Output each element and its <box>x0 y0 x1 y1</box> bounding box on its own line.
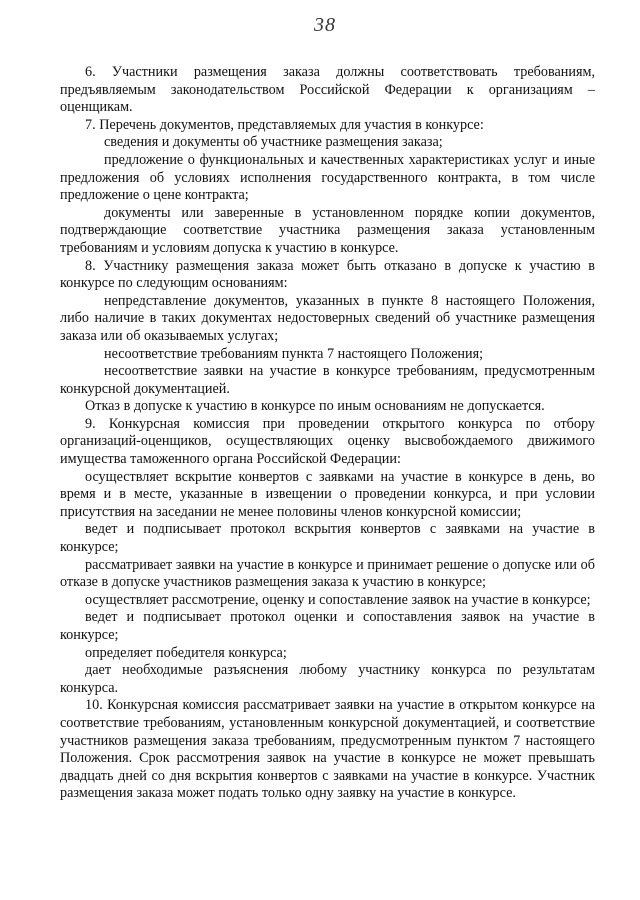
paragraph-9-item-5: ведет и подписывает протокол оценки и сопоставления заявок на участие в конкурсе; <box>60 609 595 643</box>
paragraph-9: 9. Конкурсная комиссия при проведении открытого конкурса по отбору организаций-оценщиков, осуществляющих оценку высвобождаемого движимого имущества таможенного органа Российской Федерации: <box>60 415 595 468</box>
paragraph-9-item-4: осуществляет рассмотрение, оценку и сопоставление заявок на участие в конкурсе; <box>85 591 591 608</box>
paragraph-10: 10. Конкурсная комиссия рассматривает заявки на участие в открытом конкурсе на соответствие требованиям, установленным конкурсной документацией, и соответствие участников размещения заказа требованиям, предусмотренным пунктом 7 настоящего Положения. Срок рассмотрения заявок на участие в конкурсе не может превышать двадцать дней со дня вскрытия конвертов с заявками на участие в конкурсе. Участник размещения заказа может подать только одну заявку на участие в конкурсе. <box>60 697 595 802</box>
paragraph-7-item-2: предложение о функциональных и качественных характеристиках услуг и иные предложения об условиях исполнения государственного контракта, в том числе предложение о цене контракта; <box>60 151 595 204</box>
paragraph-6: 6. Участники размещения заказа должны соответствовать требованиям, предъявляемым законодательством Российской Федерации к организациям – оценщикам. <box>60 64 595 116</box>
paragraph-7-item-3: документы или заверенные в установленном порядке копии документов, подтверждающие соответствие участника размещения заказа установленным требованиям и условиям допуска к участию в конкурсе. <box>60 204 595 256</box>
document-body <box>60 64 595 803</box>
paragraph-refusal-note: Отказ в допуске к участию в конкурсе по иным основаниям не допускается. <box>85 398 545 415</box>
paragraph-8-item-1: непредставление документов, указанных в пункте 8 настоящего Положения, либо наличие в таких документах недостоверных сведений об участнике размещения заказа или об оказываемых услугах; <box>60 292 595 344</box>
paragraph-8: 8. Участнику размещения заказа может быть отказано в допуске к участию в конкурсе по следующим основаниям: <box>60 257 595 292</box>
paragraph-9-item-7: дает необходимые разъяснения любому участнику конкурса по результатам конкурса. <box>60 662 595 696</box>
paragraph-7: 7. Перечень документов, представляемых для участия в конкурсе: <box>85 116 484 133</box>
paragraph-9-item-1: осуществляет вскрытие конвертов с заявками на участие в конкурсе в день, во время и в месте, указанные в извещении о проведении конкурса, и при условии присутствия на заседании не менее половины членов конкурсной комиссии; <box>60 468 595 520</box>
paragraph-8-item-2: несоответствие требованиям пункта 7 настоящего Положения; <box>104 345 484 362</box>
paragraph-9-item-2: ведет и подписывает протокол вскрытия конвертов с заявками на участие в конкурсе; <box>60 521 595 556</box>
page-number: 38 <box>314 14 336 36</box>
paragraph-9-item-3: рассматривает заявки на участие в конкурсе и принимает решение о допуске или об отказе в допуске участников размещения заказа к участию в конкурсе; <box>60 556 595 591</box>
paragraph-7-item-1: сведения и документы об участнике размещения заказа; <box>104 134 443 151</box>
paragraph-9-item-6: определяет победителя конкурса; <box>85 644 287 661</box>
paragraph-8-item-3: несоответствие заявки на участие в конкурсе требованиям, предусмотренным конкурсной документацией. <box>60 363 595 397</box>
